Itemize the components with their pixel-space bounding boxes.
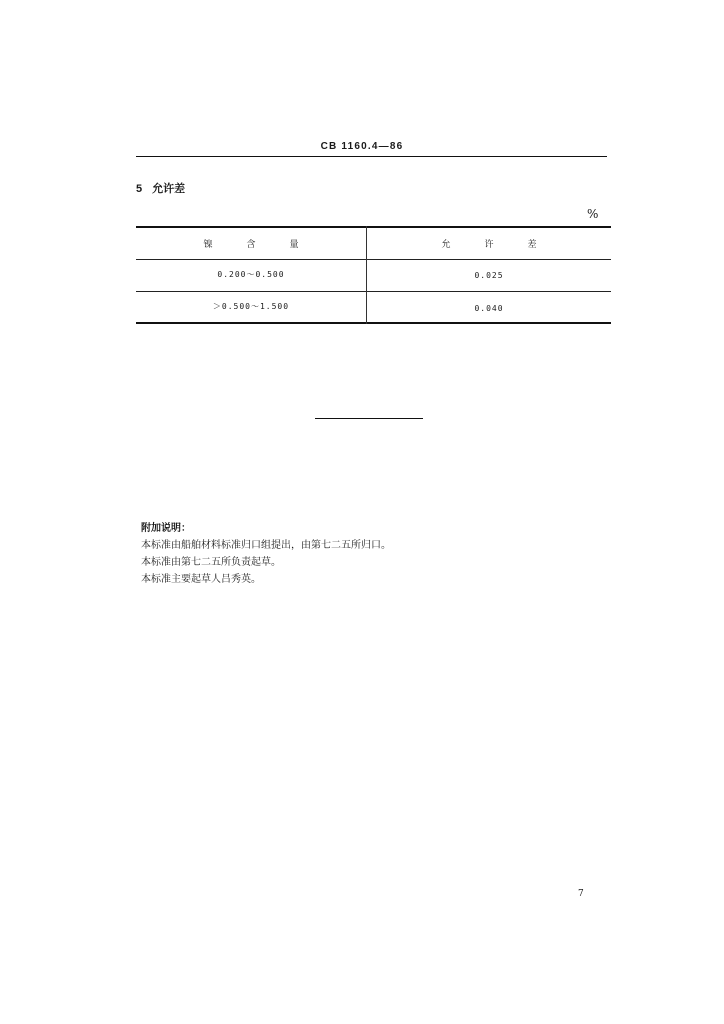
table-header-rule: [136, 259, 611, 260]
table-cell: 0.200～0.500: [217, 270, 285, 279]
notes-title: 附加说明：: [141, 523, 191, 534]
table-cell: 0.025: [474, 271, 504, 280]
header-divider: [136, 156, 607, 157]
tolerance-table: [136, 226, 611, 324]
header-tolerance: 允许差: [441, 240, 571, 250]
section-number: 5: [136, 183, 143, 195]
table-bottom-rule: [136, 322, 611, 324]
notes-line: 本标准由船舶材料标准归口组提出，由第七二五所归口。: [141, 540, 391, 551]
header-nickel-content: 镍含量: [203, 240, 333, 250]
additional-notes: [141, 520, 391, 588]
notes-line: 本标准由第七二五所负责起草。: [141, 557, 281, 568]
notes-line: 本标准主要起草人吕秀英。: [141, 574, 261, 585]
page-number: 7: [578, 889, 584, 899]
end-of-text-rule: [315, 418, 423, 419]
section-title: 允许差: [152, 182, 186, 195]
standard-code: CB 1160.4—86: [320, 141, 404, 152]
table-unit: %: [587, 207, 599, 221]
table-top-rule: [136, 226, 611, 228]
table-cell: 0.040: [474, 304, 504, 313]
table-row-rule: [136, 291, 611, 292]
section-heading: [136, 180, 185, 196]
table-cell: ＞0.500～1.500: [212, 302, 290, 311]
